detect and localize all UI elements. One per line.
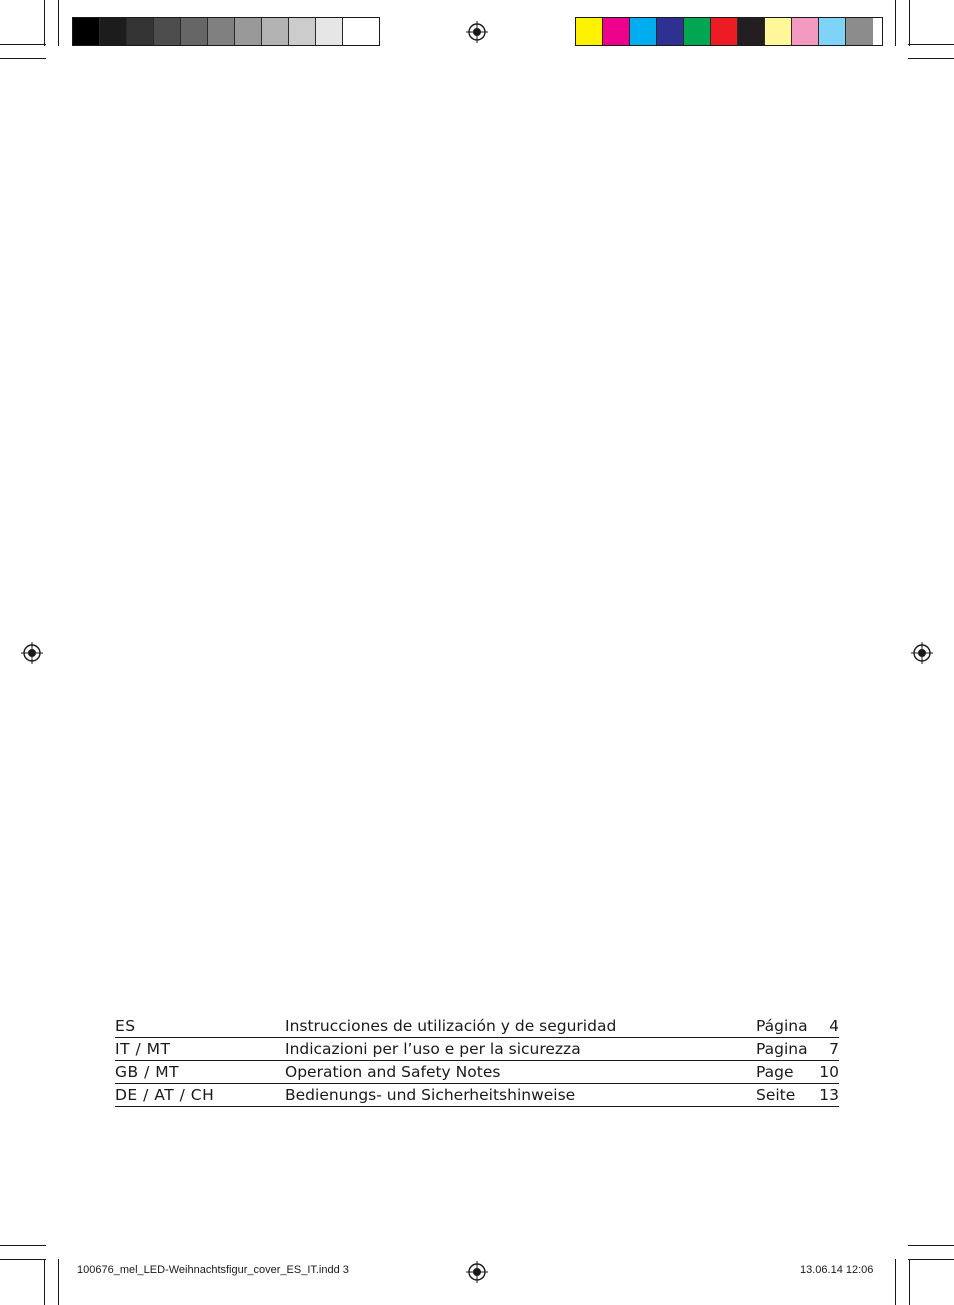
color-swatch [846, 18, 873, 45]
color-swatch [289, 18, 316, 45]
toc-title: Indicazioni per l’uso e per la sicurezza [285, 1040, 581, 1058]
toc-language: ES [115, 1017, 136, 1035]
color-swatch [343, 18, 370, 45]
color-swatch [630, 18, 657, 45]
color-swatch [711, 18, 738, 45]
color-swatch [208, 18, 235, 45]
registration-mark-icon [466, 1261, 488, 1283]
process-color-bar [575, 17, 883, 46]
crop-mark [58, 1259, 59, 1305]
color-swatch [657, 18, 684, 45]
toc-row-gb[interactable] [115, 1061, 839, 1084]
color-swatch [738, 18, 765, 45]
toc-language: GB / MT [115, 1063, 180, 1081]
crop-mark [0, 1259, 46, 1260]
crop-mark [44, 0, 45, 46]
color-swatch [316, 18, 343, 45]
crop-mark [909, 1259, 910, 1305]
color-swatch [792, 18, 819, 45]
toc-row-es[interactable] [115, 1015, 839, 1038]
color-swatch [684, 18, 711, 45]
crop-mark [895, 0, 896, 46]
color-swatch [765, 18, 792, 45]
registration-mark-icon [911, 642, 933, 664]
crop-mark [58, 0, 59, 46]
toc-language: DE / AT / CH [115, 1086, 215, 1104]
color-swatch [181, 18, 208, 45]
crop-mark [0, 44, 46, 45]
crop-mark [908, 1259, 954, 1260]
crop-mark [908, 58, 954, 59]
toc-row-de[interactable] [115, 1084, 839, 1107]
color-swatch [127, 18, 154, 45]
crop-mark [0, 58, 46, 59]
toc-title: Instrucciones de utilización y de seguridad [285, 1017, 617, 1035]
toc-title: Bedienungs- und Sicherheitshinweise [285, 1086, 576, 1104]
crop-mark [0, 1245, 46, 1246]
registration-mark-icon [466, 21, 488, 43]
crop-mark [909, 0, 910, 46]
slug-datetime: 13.06.14 12:06 [800, 1264, 874, 1276]
crop-mark [895, 1259, 896, 1305]
slug-filename: 100676_mel_LED-Weihnachtsfigur_cover_ES_IT.indd 3 [77, 1264, 349, 1276]
color-swatch [235, 18, 262, 45]
toc-page-label: Seite [756, 1086, 796, 1104]
toc-page-label: Página [756, 1017, 808, 1035]
color-swatch [262, 18, 289, 45]
registration-mark-icon [21, 642, 43, 664]
color-swatch [100, 18, 127, 45]
color-swatch [576, 18, 603, 45]
toc-row-it[interactable] [115, 1038, 839, 1061]
color-swatch [154, 18, 181, 45]
toc-page-number: 7 [829, 1040, 839, 1058]
toc-title: Operation and Safety Notes [285, 1063, 501, 1081]
toc-page-number: 13 [819, 1086, 839, 1104]
crop-mark [908, 1245, 954, 1246]
color-swatch [819, 18, 846, 45]
toc-page-label: Pagina [756, 1040, 808, 1058]
color-swatch [73, 18, 100, 45]
grayscale-color-bar [72, 17, 380, 46]
crop-mark [908, 44, 954, 45]
crop-mark [44, 1259, 45, 1305]
toc-page-label: Page [756, 1063, 794, 1081]
toc-language: IT / MT [115, 1040, 171, 1058]
color-swatch [603, 18, 630, 45]
toc-page-number: 10 [819, 1063, 839, 1081]
language-contents-table [115, 1015, 839, 1107]
toc-page-number: 4 [829, 1017, 839, 1035]
